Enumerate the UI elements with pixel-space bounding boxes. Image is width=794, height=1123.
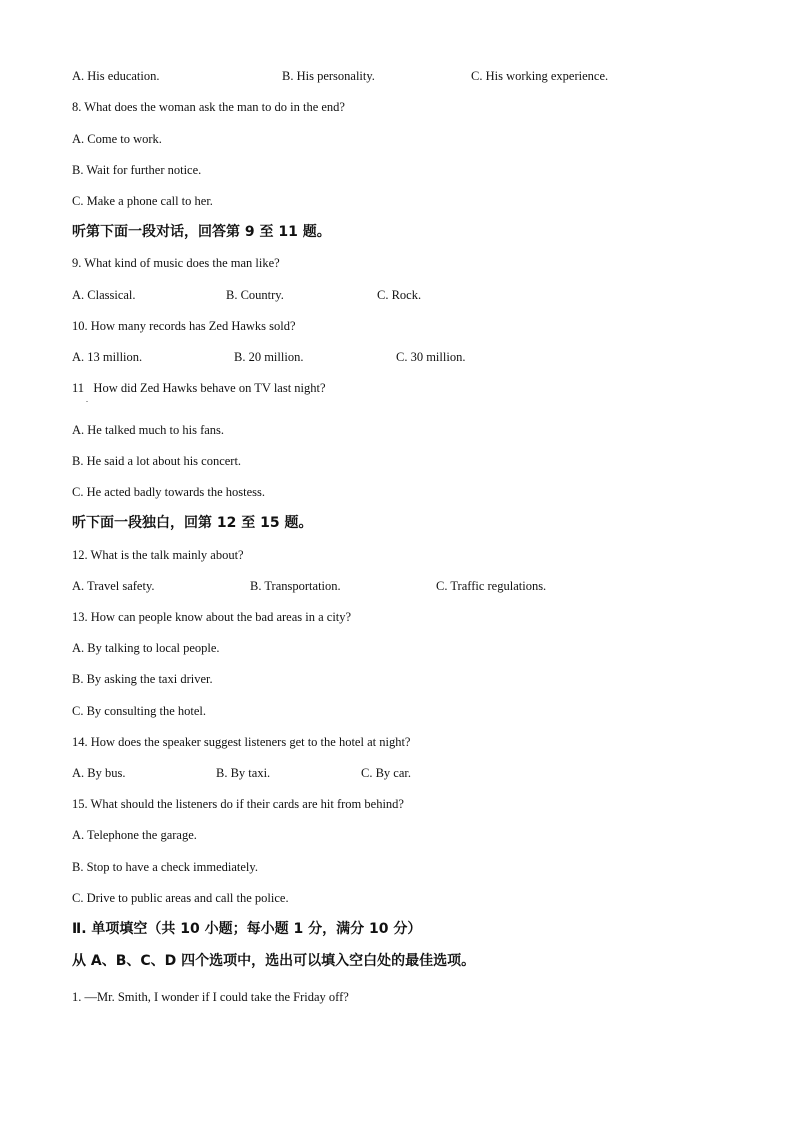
q13-option-a: A. By talking to local people. [72,641,220,655]
q12-option-b: B. Transportation. [250,579,341,593]
q14-option-a: A. By bus. [72,766,126,780]
q7-option-b: B. His personality. [282,69,375,83]
q14-option-b: B. By taxi. [216,766,271,780]
q8-option-a: A. Come to work. [72,132,162,146]
q7-option-c: C. His working experience. [471,69,609,83]
q12-option-a: A. Travel safety. [72,579,155,593]
q8-option-b: B. Wait for further notice. [72,163,202,177]
q11-question: 11 How did Zed Hawks behave on TV last night? [72,381,326,395]
section-heading-9-11: 听第下面一段对话，回答第 9 至 11 题。 [72,224,331,240]
q10-option-c: C. 30 million. [396,350,466,364]
part2-title: Ⅱ. 单项填空（共 10 小题；每小题 1 分，满分 10 分） [72,921,422,937]
q9-option-b: B. Country. [226,288,284,302]
q9-option-a: A. Classical. [72,288,136,302]
q11-option-b: B. He said a lot about his concert. [72,454,242,468]
q8-option-c: C. Make a phone call to her. [72,194,213,208]
q13-option-c: C. By consulting the hotel. [72,704,207,718]
q14-option-c: C. By car. [361,766,411,780]
q8-question: 8. What does the woman ask the man to do in the end? [72,100,345,114]
q15-option-c: C. Drive to public areas and call the police. [72,891,289,905]
q9-option-c: C. Rock. [377,288,422,302]
q9-question: 9. What kind of music does the man like? [72,256,280,270]
q10-option-b: B. 20 million. [234,350,304,364]
q11-option-c: C. He acted badly towards the hostess. [72,485,266,499]
q12-question: 12. What is the talk mainly about? [72,548,244,562]
q15-option-b: B. Stop to have a check immediately. [72,860,258,874]
q12-option-c: C. Traffic regulations. [436,579,547,593]
q1-question: 1. —Mr. Smith, I wonder if I could take the Friday off? [72,990,349,1004]
q14-question: 14. How does the speaker suggest listeners get to the hotel at night? [72,735,411,749]
q10-option-a: A. 13 million. [72,350,143,364]
q15-option-a: A. Telephone the garage. [72,828,197,842]
q13-option-b: B. By asking the taxi driver. [72,672,213,686]
q10-question: 10. How many records has Zed Hawks sold? [72,319,296,333]
part2-instruction: 从 A、B、C、D 四个选项中，选出可以填入空白处的最佳选项。 [72,953,476,969]
q13-question: 13. How can people know about the bad areas in a city? [72,610,352,624]
stray-dot: . [86,395,88,404]
q11-option-a: A. He talked much to his fans. [72,423,225,437]
q15-question: 15. What should the listeners do if their cards are hit from behind? [72,797,404,811]
section-heading-12-15: 听下面一段独白，回第 12 至 15 题。 [72,515,313,531]
q7-option-a: A. His education. [72,69,160,83]
